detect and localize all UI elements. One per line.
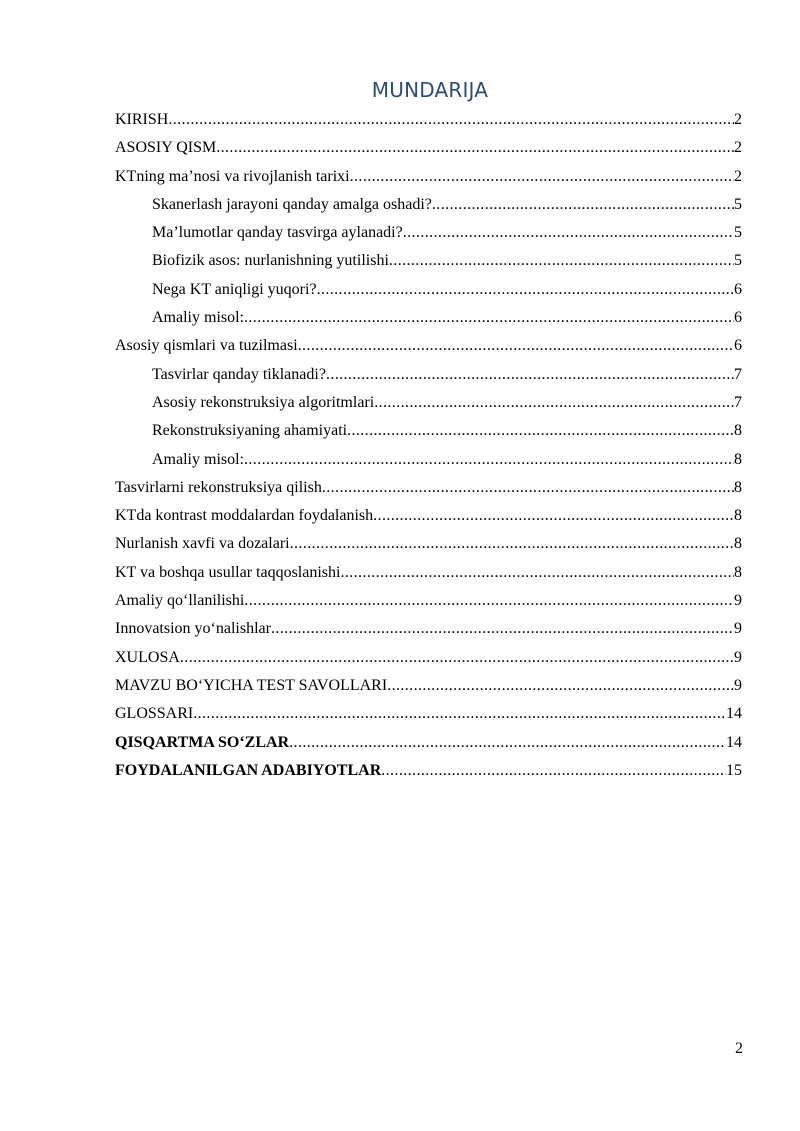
dot-leader [322,474,734,502]
toc-entry[interactable] [115,474,742,502]
dot-leader [403,219,734,247]
toc-entry-title: Amaliy qo‘llanilishi [115,592,245,610]
dot-leader [340,559,734,587]
toc-entry-title: QISQARTMA SO‘ZLAR [115,733,290,751]
dot-leader [381,757,726,785]
toc-entry-title: XULOSA [115,648,180,666]
toc-entry[interactable] [115,361,742,389]
toc-entry-page-number: 9 [734,676,742,694]
dot-leader [317,276,734,304]
toc-entry-page-number: 8 [734,450,742,468]
toc-entry[interactable] [115,672,742,700]
toc-entry-page-number: 14 [726,705,742,723]
toc-entry-page-number: 15 [726,761,742,779]
toc-entry-title: Nurlanish xavfi va dozalari [115,535,290,553]
toc-entry[interactable] [115,304,742,332]
toc-entry-page-number: 9 [734,592,742,610]
dot-leader [298,332,734,360]
dot-leader [374,389,734,417]
toc-entry-title: KT va boshqa usullar taqqoslanishi [115,563,341,581]
toc-entry-page-number: 6 [734,309,742,327]
dot-leader [216,134,734,162]
table-of-contents [115,106,742,785]
toc-entry-page-number: 8 [734,563,742,581]
toc-entry[interactable] [115,191,742,219]
toc-title: MUNDARIJA [371,78,489,102]
toc-entry-page-number: 5 [734,195,742,213]
toc-entry-page-number: 9 [734,620,742,638]
toc-entry-title: Amaliy misol: [152,450,244,468]
toc-entry-title: ASOSIY QISM [115,139,217,157]
dot-leader [389,247,734,275]
toc-entry-title: Rekonstruksiyaning ahamiyati [152,422,348,440]
toc-entry-title: KIRISH [115,111,169,128]
dot-leader [326,361,734,389]
toc-entry[interactable] [115,757,742,785]
toc-entry-title: KTda kontrast moddalardan foydalanish [115,507,374,525]
toc-entry-page-number: 2 [734,139,742,157]
toc-entry[interactable] [115,247,742,275]
toc-entry-title: Nega KT aniqligi yuqori? [152,280,317,298]
toc-entry[interactable] [115,417,742,445]
toc-entry-page-number: 7 [734,365,742,383]
toc-entry-title: Innovatsion yo‘nalishlar [115,620,271,638]
toc-entry[interactable] [115,530,742,558]
toc-entry-title: GLOSSARI [115,705,194,723]
toc-entry[interactable] [115,559,742,587]
dot-leader [350,163,734,191]
toc-entry[interactable] [115,615,742,643]
toc-entry-page-number: 6 [734,337,742,355]
toc-entry[interactable] [115,163,742,191]
toc-entry-title: FOYDALANILGAN ADABIYOTLAR [115,761,382,779]
dot-leader [271,615,734,643]
toc-entry[interactable] [115,389,742,417]
toc-entry-title: Asosiy rekonstruksiya algoritmlari [152,393,375,411]
dot-leader [168,106,734,134]
toc-entry-page-number: 5 [734,252,742,270]
dot-leader [244,304,734,332]
dot-leader [373,502,734,530]
dot-leader [347,417,734,445]
dot-leader [289,729,726,757]
toc-entry-page-number: 8 [734,478,742,496]
toc-entry-title: Tasvirlar qanday tiklanadi? [152,365,326,383]
toc-entry-page-number: 8 [734,507,742,525]
toc-entry-page-number: 8 [734,422,742,440]
dot-leader [290,530,734,558]
toc-entry-title: Ma’lumotlar qanday tasvirga aylanadi? [152,224,403,242]
toc-entry-page-number: 2 [734,111,742,128]
page-number: 2 [735,1040,743,1057]
toc-entry[interactable] [115,446,742,474]
toc-entry[interactable] [115,700,742,728]
toc-entry-title: Asosiy qismlari va tuzilmasi [115,337,298,355]
toc-entry-title: Skanerlash jarayoni qanday amalga oshadi? [152,195,432,213]
toc-entry-title: Amaliy misol: [152,309,244,327]
toc-entry[interactable] [115,587,742,615]
toc-entry-page-number: 9 [734,648,742,666]
toc-entry-title: Tasvirlarni rekonstruksiya qilish [115,478,322,496]
dot-leader [193,700,726,728]
toc-entry-page-number: 5 [734,224,742,242]
toc-entry-title: MAVZU BO‘YICHA TEST SAVOLLARI [115,676,388,694]
dot-leader [432,191,734,219]
toc-entry-title: Biofizik asos: nurlanishning yutilishi [152,252,389,270]
toc-entry[interactable] [115,729,742,757]
toc-entry-page-number: 6 [734,280,742,298]
toc-entry[interactable] [115,644,742,672]
toc-entry[interactable] [115,134,742,162]
toc-entry-page-number: 7 [734,393,742,411]
toc-entry-title: KTning ma’nosi va rivojlanish tarixi [115,167,350,185]
toc-entry-page-number: 8 [734,535,742,553]
dot-leader [244,587,734,615]
toc-entry-page-number: 2 [734,167,742,185]
dot-leader [180,644,734,672]
toc-entry[interactable] [115,219,742,247]
toc-entry[interactable] [115,106,742,134]
toc-entry[interactable] [115,502,742,530]
toc-entry[interactable] [115,276,742,304]
dot-leader [244,446,734,474]
dot-leader [387,672,734,700]
toc-entry[interactable] [115,332,742,360]
toc-entry-page-number: 14 [726,733,742,751]
